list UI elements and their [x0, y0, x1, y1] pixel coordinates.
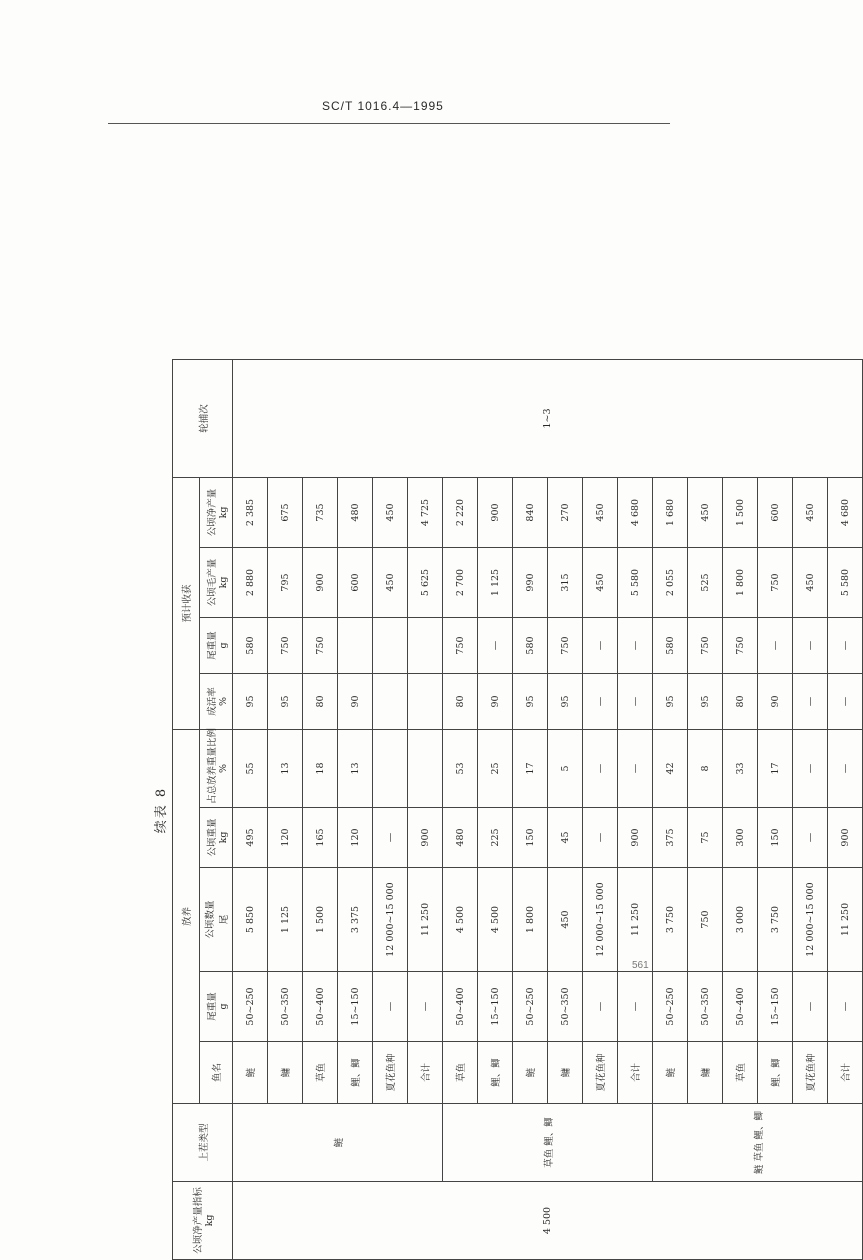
cell-fish: 草鱼 — [723, 1042, 758, 1104]
cell-wt: 900 — [828, 808, 863, 868]
cell-gross: 450 — [583, 548, 618, 618]
cell-tw: 50~350 — [548, 972, 583, 1042]
cell-wt: 900 — [408, 808, 443, 868]
cell-cnt: 3 750 — [758, 868, 793, 972]
cell-cnt: 1 800 — [513, 868, 548, 972]
cell-wt: 300 — [723, 808, 758, 868]
cell-fish: 草鱼 — [303, 1042, 338, 1104]
cell-wt: 75 — [688, 808, 723, 868]
cell-sr: 95 — [513, 674, 548, 730]
cell-tw: — — [618, 972, 653, 1042]
header-row-1 — [173, 359, 200, 1259]
cell-wt: 480 — [443, 808, 478, 868]
cell-cnt: 4 500 — [478, 868, 513, 972]
cell-tw: 50~400 — [723, 972, 758, 1042]
upper-type-header: 上茬类型 — [173, 1104, 233, 1182]
upper-type-cell: 草鱼 鲤、鲫 — [443, 1104, 653, 1182]
cell-gross: 900 — [303, 548, 338, 618]
cell-tw: 15~150 — [338, 972, 373, 1042]
cell-tw: 15~150 — [758, 972, 793, 1042]
cell-tw: 50~250 — [233, 972, 268, 1042]
cell-fish: 草鱼 — [443, 1042, 478, 1104]
ratio-unit: % — [217, 763, 229, 774]
upper-type-cell: 鲢 草鱼 鲤、鲫 — [653, 1104, 863, 1182]
cell-net: 480 — [338, 477, 373, 547]
cell-net: 4 680 — [828, 477, 863, 547]
gross-header — [200, 548, 233, 618]
cell-pct: 13 — [338, 730, 373, 808]
cell-cnt: 1 125 — [268, 868, 303, 972]
cell-pct — [408, 730, 443, 808]
cell-wt: 375 — [653, 808, 688, 868]
cell-fish: 合计 — [408, 1042, 443, 1104]
cell-fish: 鳙 — [548, 1042, 583, 1104]
cell-gross: 5 625 — [408, 548, 443, 618]
cell-gross: 750 — [758, 548, 793, 618]
cell-net: 600 — [758, 477, 793, 547]
count-unit: 尾 — [219, 914, 230, 925]
cell-net: 450 — [793, 477, 828, 547]
cell-tw: 50~250 — [653, 972, 688, 1042]
tail-weight-header — [200, 972, 233, 1042]
cell-etw: 750 — [688, 618, 723, 674]
weight-header — [200, 808, 233, 868]
expected-header: 预计收获 — [173, 477, 200, 729]
cell-pct — [373, 730, 408, 808]
cell-wt: — — [373, 808, 408, 868]
cell-etw — [338, 618, 373, 674]
cell-cnt: 450 — [548, 868, 583, 972]
tail-weight-label: 尾重量 — [206, 992, 218, 1021]
table-caption: 续表 8 — [154, 786, 169, 834]
stocking-table — [172, 359, 863, 1260]
cell-fish: 鲤、鲫 — [338, 1042, 373, 1104]
cell-pct: 55 — [233, 730, 268, 808]
e-tail-label: 尾重量 — [206, 631, 218, 660]
cell-sr: — — [583, 674, 618, 730]
cell-gross: 450 — [793, 548, 828, 618]
cell-net: 450 — [373, 477, 408, 547]
cell-etw: — — [793, 618, 828, 674]
cell-net: 4 725 — [408, 477, 443, 547]
count-label: 公顷数量 — [205, 900, 216, 939]
net-unit: kg — [217, 506, 229, 519]
document-code-header: SC/T 1016.4—1995 — [322, 99, 444, 113]
cell-pct: 17 — [758, 730, 793, 808]
survival-unit: % — [217, 696, 229, 707]
cell-net: 1 680 — [653, 477, 688, 547]
cell-pct: 42 — [653, 730, 688, 808]
gross-label: 公顷毛产量 — [206, 558, 218, 607]
cell-wt: 150 — [513, 808, 548, 868]
rounds-header-label: 轮捕次 — [198, 404, 210, 433]
cell-cnt: 5 850 — [233, 868, 268, 972]
cell-net: 4 680 — [618, 477, 653, 547]
cell-sr: 80 — [303, 674, 338, 730]
cell-fish: 鳙 — [268, 1042, 303, 1104]
cell-tw: — — [408, 972, 443, 1042]
cell-pct: — — [583, 730, 618, 808]
cell-gross: 990 — [513, 548, 548, 618]
stocking-header: 放养 — [173, 730, 200, 1104]
cell-fish: 夏花鱼种 — [793, 1042, 828, 1104]
cell-sr: 95 — [268, 674, 303, 730]
cell-fish: 合计 — [618, 1042, 653, 1104]
cell-etw: — — [828, 618, 863, 674]
cell-tw: 15~150 — [478, 972, 513, 1042]
cell-fish: 夏花鱼种 — [373, 1042, 408, 1104]
cell-sr: 90 — [338, 674, 373, 730]
cell-net: 2 220 — [443, 477, 478, 547]
cell-net: 270 — [548, 477, 583, 547]
cell-etw — [408, 618, 443, 674]
cell-net: 2 385 — [233, 477, 268, 547]
cell-pct: 8 — [688, 730, 723, 808]
cell-etw: 750 — [268, 618, 303, 674]
cell-fish: 鲢 — [233, 1042, 268, 1104]
cell-tw: — — [828, 972, 863, 1042]
cell-etw: — — [478, 618, 513, 674]
cell-fish: 鲤、鲫 — [478, 1042, 513, 1104]
net-header — [200, 477, 233, 547]
cell-sr: 95 — [653, 674, 688, 730]
gross-unit: kg — [217, 576, 229, 589]
upper-type-cell: 鲢 — [233, 1104, 443, 1182]
cell-pct: — — [618, 730, 653, 808]
count-header — [200, 868, 233, 972]
cell-etw: 580 — [653, 618, 688, 674]
cell-wt: 900 — [618, 808, 653, 868]
cell-sr: 80 — [443, 674, 478, 730]
cell-gross: 5 580 — [828, 548, 863, 618]
cell-cnt: 3 750 — [653, 868, 688, 972]
cell-cnt: 12 000~15 000 — [373, 868, 408, 972]
rounds-header — [173, 359, 233, 477]
cell-gross: 1 800 — [723, 548, 758, 618]
cell-pct: 18 — [303, 730, 338, 808]
cell-etw: — — [758, 618, 793, 674]
cell-wt: — — [583, 808, 618, 868]
cell-tw: — — [373, 972, 408, 1042]
cell-net: 1 500 — [723, 477, 758, 547]
table-row — [653, 359, 688, 1259]
cell-tw: — — [793, 972, 828, 1042]
cell-wt: 120 — [338, 808, 373, 868]
cell-net: 900 — [478, 477, 513, 547]
cell-gross: 5 580 — [618, 548, 653, 618]
cell-wt: 495 — [233, 808, 268, 868]
rounds-value-cell: 1~3 — [233, 359, 863, 477]
cell-fish: 合计 — [828, 1042, 863, 1104]
weight-label: 公顷重量 — [206, 818, 218, 857]
cell-tw: 50~400 — [303, 972, 338, 1042]
cell-tw: 50~250 — [513, 972, 548, 1042]
target-value-cell: 4 500 — [233, 1182, 863, 1260]
cell-tw: — — [583, 972, 618, 1042]
cell-wt: 120 — [268, 808, 303, 868]
cell-sr: 90 — [478, 674, 513, 730]
cell-tw: 50~400 — [443, 972, 478, 1042]
cell-wt: 150 — [758, 808, 793, 868]
cell-gross: 2 880 — [233, 548, 268, 618]
survival-label: 成活率 — [206, 687, 218, 716]
cell-pct: — — [793, 730, 828, 808]
cell-pct: 25 — [478, 730, 513, 808]
cell-etw: — — [583, 618, 618, 674]
cell-sr: — — [793, 674, 828, 730]
cell-etw: 750 — [443, 618, 478, 674]
cell-gross: 450 — [373, 548, 408, 618]
cell-cnt: 1 500 — [303, 868, 338, 972]
cell-net: 735 — [303, 477, 338, 547]
cell-gross: 1 125 — [478, 548, 513, 618]
cell-net: 675 — [268, 477, 303, 547]
page-number: 561 — [632, 960, 649, 971]
cell-sr: 80 — [723, 674, 758, 730]
cell-net: 450 — [583, 477, 618, 547]
cell-fish: 鳙 — [688, 1042, 723, 1104]
cell-gross: 795 — [268, 548, 303, 618]
cell-tw: 50~350 — [268, 972, 303, 1042]
cell-tw: 50~350 — [688, 972, 723, 1042]
cell-pct: — — [828, 730, 863, 808]
cell-sr — [408, 674, 443, 730]
cell-fish: 鲢 — [513, 1042, 548, 1104]
cell-sr: — — [828, 674, 863, 730]
cell-etw: 750 — [723, 618, 758, 674]
target-header-unit: kg — [204, 1214, 215, 1227]
cell-net: 450 — [688, 477, 723, 547]
cell-gross: 600 — [338, 548, 373, 618]
cell-wt: 45 — [548, 808, 583, 868]
cell-cnt: 750 — [688, 868, 723, 972]
cell-cnt: 12 000~15 000 — [793, 868, 828, 972]
fish-header: 鱼名 — [200, 1042, 233, 1104]
cell-sr: 95 — [688, 674, 723, 730]
cell-fish: 鲤、鲫 — [758, 1042, 793, 1104]
cell-etw: 750 — [303, 618, 338, 674]
net-label: 公顷净产量 — [206, 488, 218, 537]
cell-gross: 525 — [688, 548, 723, 618]
ratio-label: 占总放养重量比例 — [206, 727, 218, 804]
cell-etw: 580 — [233, 618, 268, 674]
cell-pct: 13 — [268, 730, 303, 808]
cell-etw: 750 — [548, 618, 583, 674]
cell-pct: 53 — [443, 730, 478, 808]
cell-cnt: 11 250 — [618, 868, 653, 972]
cell-sr: 95 — [233, 674, 268, 730]
cell-pct: 33 — [723, 730, 758, 808]
cell-net: 840 — [513, 477, 548, 547]
cell-etw — [373, 618, 408, 674]
cell-pct: 17 — [513, 730, 548, 808]
cell-fish: 鲢 — [653, 1042, 688, 1104]
tail-weight-unit: g — [217, 1003, 229, 1010]
cell-sr: 90 — [758, 674, 793, 730]
target-header-label: 公顷净产量指标 — [193, 1187, 204, 1254]
e-tail-unit: g — [217, 642, 229, 649]
cell-etw: 580 — [513, 618, 548, 674]
cell-sr: 95 — [548, 674, 583, 730]
cell-fish: 夏花鱼种 — [583, 1042, 618, 1104]
table-body — [233, 359, 863, 1259]
cell-sr: — — [618, 674, 653, 730]
table-row — [233, 359, 268, 1259]
cell-wt: — — [793, 808, 828, 868]
cell-sr — [373, 674, 408, 730]
cell-cnt: 4 500 — [443, 868, 478, 972]
cell-cnt: 11 250 — [408, 868, 443, 972]
ratio-header — [200, 727, 233, 808]
cell-gross: 315 — [548, 548, 583, 618]
cell-cnt: 3 375 — [338, 868, 373, 972]
cell-pct: 5 — [548, 730, 583, 808]
cell-cnt: 3 000 — [723, 868, 758, 972]
weight-unit: kg — [217, 831, 229, 844]
cell-gross: 2 055 — [653, 548, 688, 618]
cell-wt: 225 — [478, 808, 513, 868]
e-tail-header — [200, 618, 233, 674]
cell-cnt: 12 000~15 000 — [583, 868, 618, 972]
cell-wt: 165 — [303, 808, 338, 868]
cell-cnt: 11 250 — [828, 868, 863, 972]
cell-etw: — — [618, 618, 653, 674]
cell-gross: 2 700 — [443, 548, 478, 618]
target-header — [173, 1182, 233, 1260]
table-row — [443, 359, 478, 1259]
survival-header — [200, 674, 233, 730]
